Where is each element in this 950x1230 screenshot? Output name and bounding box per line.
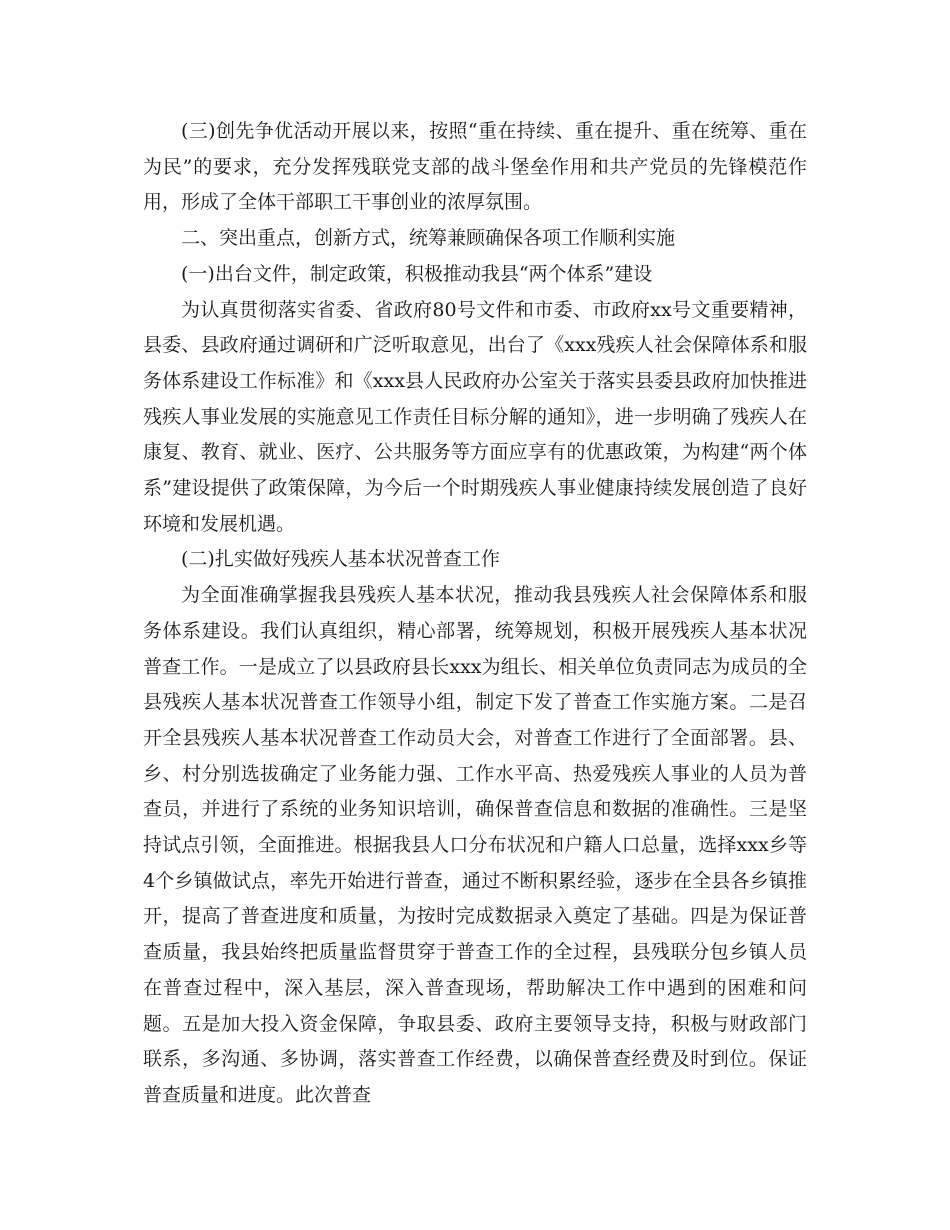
section-heading-two: 二、突出重点，创新方式，统筹兼顾确保各项工作顺利实施 [181,227,676,250]
paragraph-policy-documents: 为认真贯彻落实省委、省政府80号文件和市委、市政府xx号文重要精神，县委、县政府通过调研和广泛听取意见，出台了《xxx残疾人社会保障体系和服务体系建设工作标准》和《xxx县人民政府办公室关于落实县委县政府加快推进残疾人事业发展的实施意见工作责任目标分解的通知》，进一步明确了残疾人在康复、教育、就业、医疗、公共服务等方面应享有的优惠政策，为构建“两个体系”建设提供了政策保障，为今后一个时期残疾人事业健康持续发展创造了良好环境和发展机遇。 [143,298,807,535]
document-body [143,114,807,1114]
paragraph-survey-work: 为全面准确掌握我县残疾人基本状况，推动我县残疾人社会保障体系和服务体系建设。我们认真组织，精心部署，统筹规划，积极开展残疾人基本状况普查工作。一是成立了以县政府县长xxx为组长、相关单位负责同志为成员的全县残疾人基本状况普查工作领导小组，制定下发了普查工作实施方案。二是召开全县残疾人基本状况普查工作动员大会，对普查工作进行了全面部署。县、乡、村分别选拔确定了业务能力强、工作水平高、热爱残疾人事业的人员为普查员，并进行了系统的业务知识培训，确保普查信息和数据的准确性。三是坚持试点引领，全面推进。根据我县人口分布状况和户籍人口总量，选择xxx乡等4个乡镇做试点，率先开始进行普查，通过不断积累经验，逐步在全县各乡镇推开，提高了普查进度和质量，为按时完成数据录入奠定了基础。四是为保证普查质量，我县始终把质量监督贯穿于普查工作的全过程，县残联分包乡镇人员在普查过程中，深入基层，深入普查现场，帮助解决工作中遇到的困难和问题。五是加大投入资金保障，争取县委、政府主要领导支持，积极与财政部门联系，多沟通、多协调，落实普查工作经费，以确保普查经费及时到位。保证普查质量和进度。此次普查 [143,584,807,1106]
subheading-survey-work: (二)扎实做好残疾人基本状况普查工作 [181,548,500,571]
subheading-policy-documents: (一)出台文件，制定政策，积极推动我县“两个体系”建设 [181,262,653,285]
paragraph-party-activities: (三)创先争优活动开展以来，按照“重在持续、重在提升、重在统筹、重在为民”的要求，充分发挥残联党支部的战斗堡垒作用和共产党员的先锋模范作用，形成了全体干部职工干事创业的浓厚氛围。 [143,120,807,214]
